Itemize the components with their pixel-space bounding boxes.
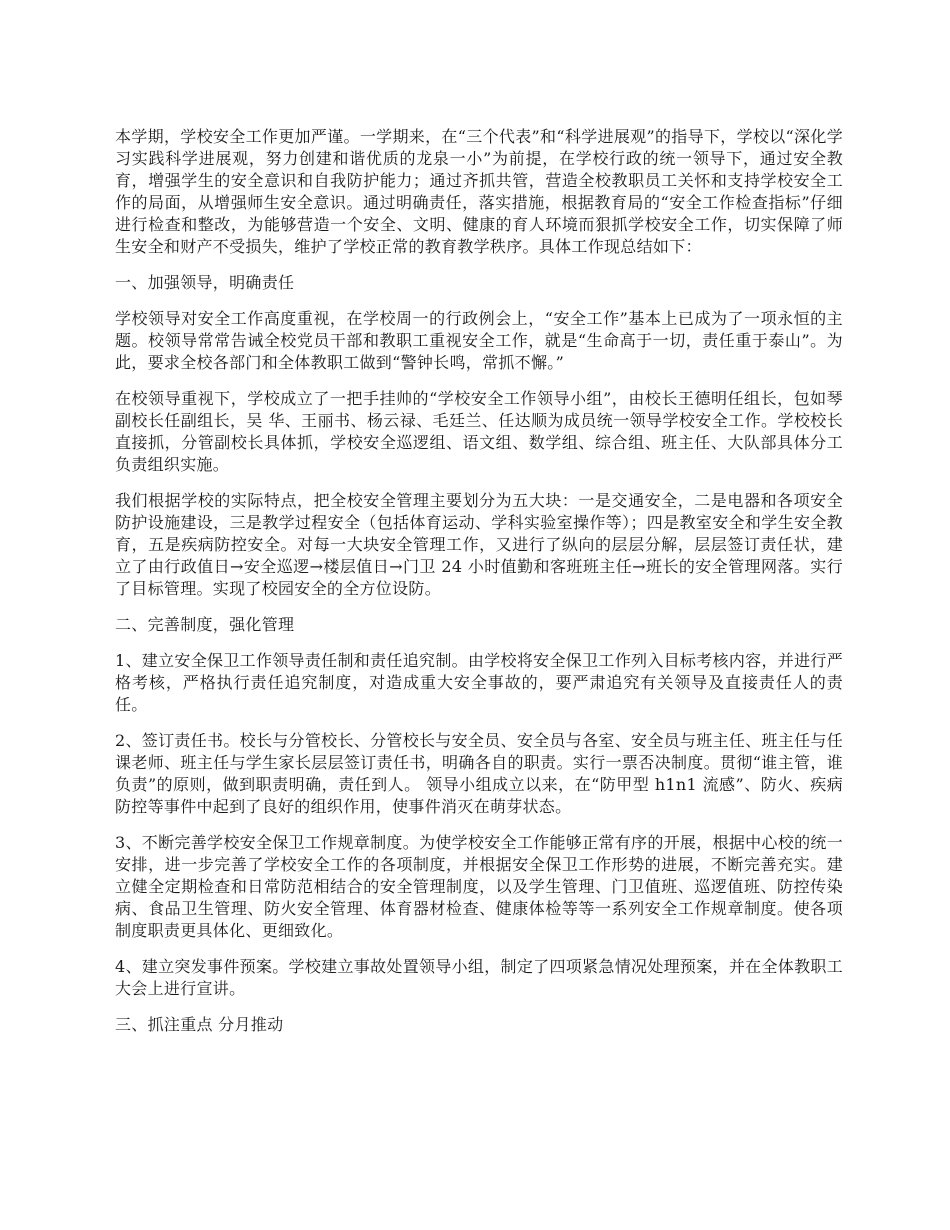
- section-heading-2: 二、完善制度，强化管理: [115, 615, 295, 634]
- paragraph: 学校领导对安全工作高度重视，在学校周一的行政例会上，“安全工作”基本上已成为了一项永恒的主题。校领导常常告诫全校党员干部和教职工重视安全工作，就是“生命高于一切，责任重于泰山”。为此，要求全校各部门和全体教职工做到“警钟长鸣，常抓不懈。”: [115, 309, 843, 372]
- paragraph: 在校领导重视下，学校成立了一把手挂帅的“学校安全工作领导小组”，由校长王德明任组长，包如琴副校长任副组长，吴 华、王丽书、杨云禄、毛廷兰、任达顺为成员统一领导学校安全工作。学校校长直接抓，分管副校长具体抓，学校安全巡逻组、语文组、数学组、综合组、班主任、大队部具体分工负责组织实施。: [115, 389, 843, 474]
- paragraph: 1、建立安全保卫工作领导责任制和责任追究制。由学校将安全保卫工作列入目标考核内容，并进行严格考核，严格执行责任追究制度，对造成重大安全事故的，要严肃追究有关领导及直接责任人的责任。: [115, 651, 843, 714]
- document-body: [115, 126, 843, 1050]
- intro-paragraph: 本学期，学校安全工作更加严谨。一学期来，在“三个代表”和“科学进展观”的指导下，学校以“深化学习实践科学进展观，努力创建和谐优质的龙泉一小”为前提，在学校行政的统一领导下，通过安全教育，增强学生的安全意识和自我防护能力；通过齐抓共管，营造全校教职员工关怀和支持学校安全工作的局面，从增强师生安全意识。通过明确责任，落实措施，根据教育局的“安全工作检查指标”仔细进行检查和整改，为能够营造一个安全、文明、健康的育人环境而狠抓学校安全工作，切实保障了师生安全和财产不受损失，维护了学校正常的教育教学秩序。具体工作现总结如下：: [115, 127, 843, 256]
- paragraph: 3、不断完善学校安全保卫工作规章制度。为使学校安全工作能够正常有序的开展，根据中心校的统一安排，进一步完善了学校安全工作的各项制度，并根据安全保卫工作形势的进展，不断完善充实。建立健全定期检查和日常防范相结合的安全管理制度，以及学生管理、门卫值班、巡逻值班、防控传染病、食品卫生管理、防火安全管理、体育器材检查、健康体检等等一系列安全工作规章制度。使各项制度职责更具体化、更细致化。: [115, 833, 843, 940]
- paragraph: 我们根据学校的实际特点，把全校安全管理主要划分为五大块：一是交通安全，二是电器和各项安全防护设施建设，三是教学过程安全（包括体育运动、学科实验室操作等）；四是教室安全和学生安全教育，五是疾病防控安全。对每一大块安全管理工作，又进行了纵向的层层分解，层层签订责任状，建立了由行政值日→安全巡逻→楼层值日→门卫 24 小时值勤和客班班主任→班长的安全管理网落。实行了目标管理。实现了校园安全的全方位设防。: [115, 491, 843, 598]
- paragraph: 2、签订责任书。校长与分管校长、分管校长与安全员、安全员与各室、安全员与班主任、班主任与任课老师、班主任与学生家长层层签订责任书，明确各自的职责。实行一票否决制度。贯彻“谁主管，谁负责”的原则，做到职责明确，责任到人。 领导小组成立以来，在“防甲型 h1n1 流感”、防火、疾病防控等事件中起到了良好的组织作用，使事件消灭在萌芽状态。: [115, 731, 843, 816]
- section-heading-1: 一、加强领导，明确责任: [115, 273, 295, 292]
- section-heading-3: 三、抓注重点 分月推动: [115, 1015, 284, 1034]
- paragraph: 4、建立突发事件预案。学校建立事故处置领导小组，制定了四项紧急情况处理预案，并在全体教职工大会上进行宣讲。: [115, 957, 843, 998]
